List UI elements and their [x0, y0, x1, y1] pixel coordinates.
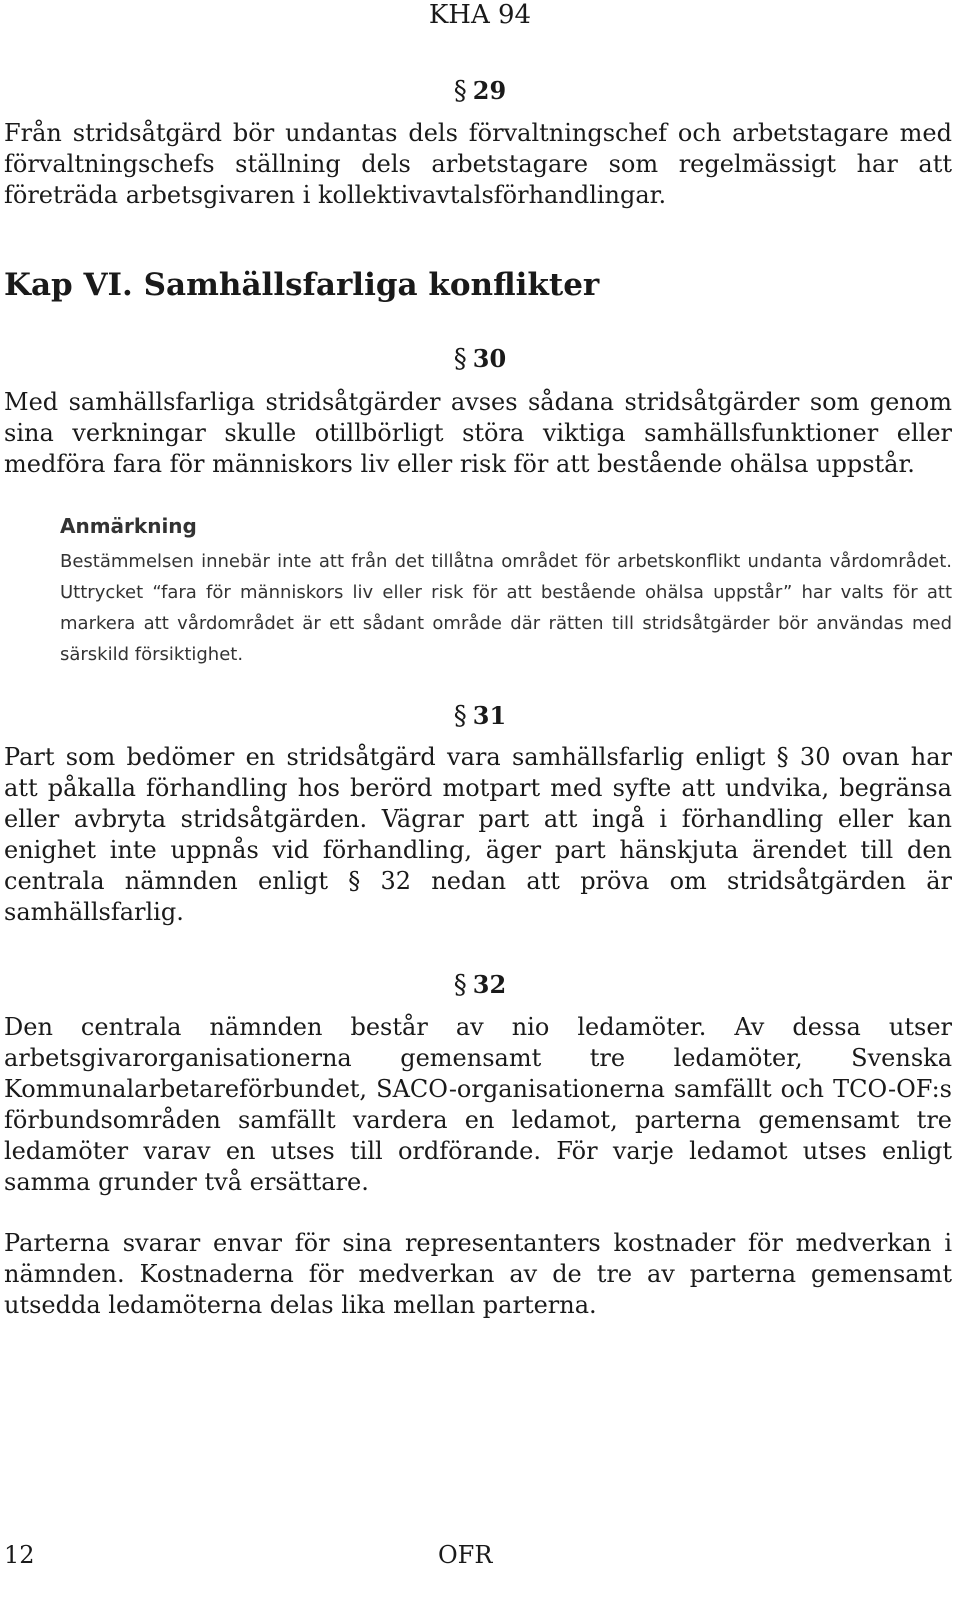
chapter-title: Kap VI. Samhällsfarliga konflikter: [4, 267, 600, 303]
section-32-heading: [0, 970, 960, 1000]
section-30-heading: [0, 344, 960, 374]
note-heading: Anmärkning: [60, 514, 197, 538]
section-symbol: §: [453, 701, 467, 731]
section-symbol: §: [453, 970, 467, 1000]
section-number: 32: [472, 970, 507, 999]
section-32-text-2: Parterna svarar envar för sina representanters kostnader för medverkan i nämnden. Kostnaderna för medverkan av de tre av parterna gemensamt utsedda ledamöterna delas lika mellan parterna.: [4, 1229, 952, 1319]
section-number: 29: [472, 76, 507, 105]
section-29-heading: [0, 76, 960, 106]
section-30-text: Med samhällsfarliga stridsåtgärder avses sådana stridsåtgärder som genom sina verkningar skulle otillbörligt störa viktiga samhällsfunktioner eller medföra fara för människors liv eller risk för att bestående ohälsa uppstår.: [4, 388, 952, 478]
section-32-text-1: Den centrala nämnden består av nio ledamöter. Av dessa utser arbetsgivarorganisationerna gemensamt tre ledamöter, Svenska Kommunalarbetareförbundet, SACO-organisationerna samfällt och TCO-OF:s förbundsområden samfällt vardera en ledamot, parterna gemensamt tre ledamöter varav en utses till ordförande. För varje ledamot utses enligt samma grunder två ersättare.: [4, 1013, 952, 1196]
page-number: 12: [4, 1541, 35, 1569]
section-31-heading: [0, 701, 960, 731]
section-number: 30: [472, 344, 507, 373]
page-header: KHA 94: [428, 0, 532, 30]
section-symbol: §: [453, 344, 467, 374]
footer-org: OFR: [438, 1541, 493, 1569]
section-31-text: Part som bedömer en stridsåtgärd vara samhällsfarlig enligt § 30 ovan har att påkalla förhandling hos berörd motpart med syfte att undvika, begränsa eller avbryta stridsåtgärden. Vägrar part att ingå i förhandling eller kan enighet inte uppnås vid förhandling, äger part hänskjuta ärendet till den centrala nämnden enligt § 32 nedan att pröva om stridsåtgärden är samhällsfarlig.: [4, 743, 952, 926]
section-29-text: Från stridsåtgärd bör undantas dels förvaltningschef och arbetstagare med förvaltningschefs ställning dels arbetstagare som regelmässigt har att företräda arbetsgivaren i kollektivavtalsförhandlingar.: [4, 119, 952, 209]
section-number: 31: [472, 701, 507, 730]
section-symbol: §: [453, 76, 467, 106]
note-text: Bestämmelsen innebär inte att från det tillåtna området för arbetskonflikt undanta vårdområdet. Uttrycket “fara för människors liv eller risk för att bestående ohälsa uppstår” har valts för att markera att vårdområdet är ett sådant område där rätten till stridsåtgärder bör användas med särskild försiktighet.: [60, 551, 952, 665]
